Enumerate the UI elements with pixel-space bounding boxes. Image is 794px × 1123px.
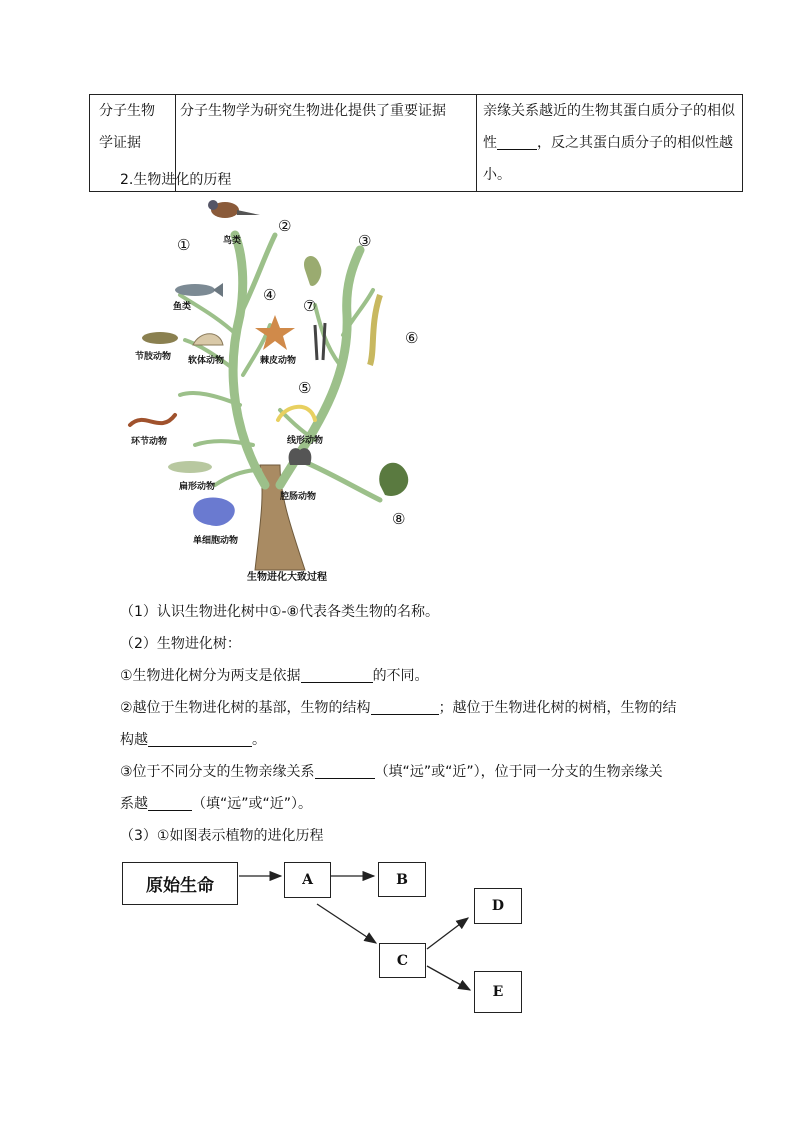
q2-3-part1: ③位于不同分支的生物亲缘关系 (120, 764, 315, 780)
label-birds: 鸟类 (223, 236, 242, 246)
box-d: D (474, 888, 522, 924)
flatworm-icon (168, 461, 212, 473)
q2-2-part1: ②越位于生物进化树的基部，生物的结构 (120, 700, 371, 716)
question-2-3 (120, 762, 663, 782)
question-2-2-cont (120, 730, 266, 750)
answer-blank[interactable] (497, 135, 537, 150)
bird-icon (208, 200, 260, 218)
conclusion-cell (477, 95, 743, 192)
label-cnidarians: 腔肠动物 (280, 492, 317, 502)
q2-2-part4: 。 (252, 732, 266, 748)
box-e: E (474, 971, 522, 1013)
marker-8: ⑧ (392, 510, 406, 528)
section-title: 2.生物进化的历程 (120, 172, 232, 188)
fern-icon (370, 295, 380, 365)
arthropod-icon (142, 332, 178, 344)
label-echinoderms: 棘皮动物 (260, 356, 297, 366)
answer-blank[interactable] (315, 764, 375, 779)
q2-1-suffix: 的不同。 (372, 668, 429, 684)
box-b: B (378, 862, 426, 897)
mollusk-icon (193, 334, 223, 345)
answer-blank[interactable] (148, 732, 252, 747)
annelid-icon (130, 415, 175, 425)
label-mollusks: 软体动物 (188, 356, 225, 366)
conclusion-prefix: 性 (483, 135, 497, 151)
conclusion-line2 (483, 127, 742, 191)
description-text: 分子生物学为研究生物进化提供了重要证据 (180, 103, 446, 119)
q2-3-part3: 系越 (120, 796, 148, 812)
tree-caption: 生物进化大致过程 (247, 572, 327, 583)
cnidarian-icon (289, 448, 312, 465)
label-protozoa: 单细胞动物 (193, 536, 239, 546)
question-2-2 (120, 698, 677, 718)
tree-drawing (115, 195, 445, 590)
nematode-icon (278, 407, 315, 420)
conclusion-line1: 亲缘关系越近的生物其蛋白质分子的相似 (483, 103, 735, 119)
protozoa-icon (193, 498, 235, 526)
marker-2: ② (278, 217, 292, 235)
q2-1-prefix: ①生物进化树分为两支是依据 (120, 668, 301, 684)
label-nematodes: 线形动物 (287, 436, 324, 446)
conclusion-suffix: ，反之其蛋白质分子的相似性越小。 (483, 135, 733, 183)
marker-7: ⑦ (303, 297, 317, 315)
plant-evolution-diagram (118, 855, 538, 1020)
box-origin: 原始生命 (122, 862, 238, 905)
q2-3-part4: （填“远”或“近”）。 (192, 796, 313, 812)
marker-1: ① (177, 236, 191, 254)
q2-2-part3: 构越 (120, 732, 148, 748)
q2-2-part2: ；越位于生物进化树的树梢，生物的结 (438, 700, 677, 716)
answer-blank[interactable] (301, 668, 373, 683)
answer-blank[interactable] (371, 700, 439, 715)
row-title-line1: 分子生物 (99, 103, 155, 119)
label-arthropods: 节肢动物 (135, 352, 172, 362)
question-1: （1）认识生物进化树中①-⑧代表各类生物的名称。 (120, 604, 440, 620)
question-2-3-cont (120, 794, 312, 814)
question-2-1 (120, 666, 429, 686)
label-fish: 鱼类 (173, 302, 192, 312)
row-title-line2: 学证据 (99, 135, 141, 151)
box-a: A (284, 862, 331, 898)
marker-5: ⑤ (298, 379, 312, 397)
evolution-tree-figure (115, 195, 445, 590)
question-2: （2）生物进化树： (120, 636, 241, 652)
marker-6: ⑥ (405, 329, 419, 347)
alga-icon (379, 463, 408, 496)
marker-3: ③ (358, 232, 372, 250)
q2-3-part2: （填“远”或“近”），位于同一分支的生物亲缘关 (374, 764, 663, 780)
marker-4: ④ (263, 286, 277, 304)
flowering-plant-icon (304, 256, 321, 286)
question-3: （3）①如图表示植物的进化历程 (120, 828, 324, 844)
box-c: C (379, 943, 426, 978)
label-annelids: 环节动物 (131, 437, 168, 447)
answer-blank[interactable] (148, 796, 192, 811)
label-flatworms: 扁形动物 (179, 482, 216, 492)
